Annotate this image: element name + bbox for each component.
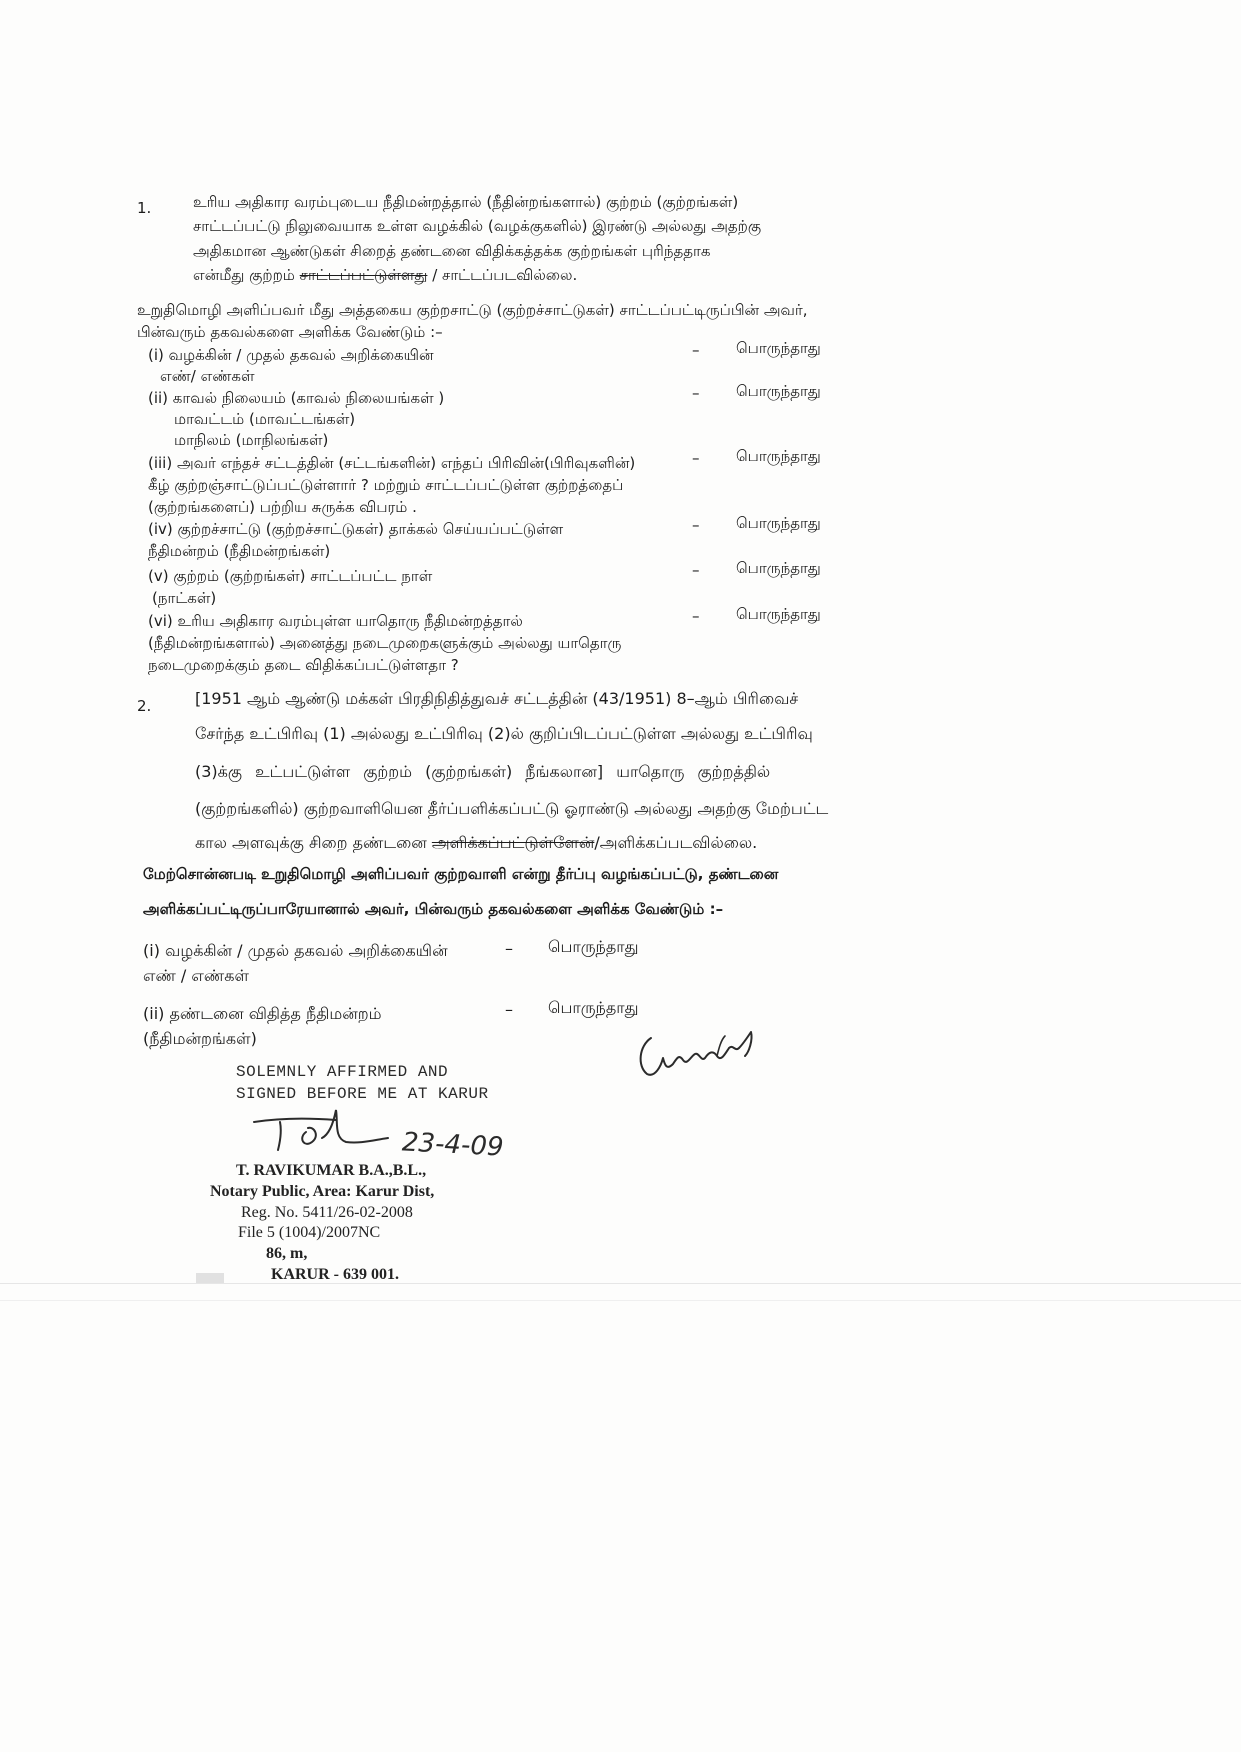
section1-line: உரிய அதிகார வரம்புடைய நீதிமன்றத்தால் (நீதின்றங்களால்) குற்றம் (குற்றங்கள்) [193,193,739,211]
section2-number: 2. [137,697,152,715]
scan-artifact-line [0,1283,1241,1284]
deponent-signature [633,1018,773,1088]
section2-intro: மேற்சொன்னபடி உறுதிமொழி அளிப்பவர் குற்றவாளி என்று தீர்ப்பு வழங்கப்பட்டு, தண்டனை [143,865,779,883]
section2-item-ii-value: பொருந்தாது [548,998,639,1017]
section1-last-prefix: என்மீது குற்றம் [193,266,295,284]
section1-item-iv-label: (iv) குற்றச்சாட்டு (குற்றச்சாட்டுகள்) தாக்கல் செய்யப்பட்டுள்ள நீதிமன்றம் (நீதிமன்றங்கள்) [148,520,564,560]
section1-intro: பின்வரும் தகவல்களை அளிக்க வேண்டும் :– [137,323,443,341]
notary-date: 23-4-09 [401,1127,505,1163]
notary-address: 86, m, [266,1245,308,1262]
notary-stamp-line1: SOLEMNLY AFFIRMED AND [236,1063,449,1081]
stamp-smudge [196,1273,224,1283]
section2-intro: அளிக்கப்பட்டிருப்பாரேயானால் அவர், பின்வரும் தகவல்களை அளிக்க வேண்டும் :– [143,900,724,918]
section2-last-line [195,833,757,852]
dash: – [692,561,700,579]
section2-item-ii-label: (ii) தண்டனை விதித்த நீதிமன்றம் (நீதிமன்றங்கள்) [143,1004,382,1048]
section2-line: சேர்ந்த உட்பிரிவு (1) அல்லது உட்பிரிவு (2)ல் குறிப்பிடப்பட்டுள்ள அல்லது உட்பிரிவு [195,724,813,743]
section1-item-vi-value: பொருந்தாது [736,605,821,623]
section2-item-i-value: பொருந்தாது [548,937,639,956]
section2-last-suffix: /அளிக்கப்படவில்லை. [594,833,758,852]
dash: – [692,607,700,625]
notary-reg: Reg. No. 5411/26-02-2008 [241,1204,413,1221]
notary-signature [250,1108,390,1168]
section1-last-line [193,266,577,285]
dash: – [505,1000,513,1019]
section2-last-prefix: கால அளவுக்கு சிறை தண்டனை [195,833,427,852]
section1-number: 1. [137,199,152,217]
notary-stamp-line2: SIGNED BEFORE ME AT KARUR [236,1085,489,1103]
notary-title: Notary Public, Area: Karur Dist, [210,1183,435,1200]
notary-file: File 5 (1004)/2007NC [238,1224,381,1241]
section1-last-suffix: / சாட்டப்படவில்லை. [432,266,578,284]
notary-name: T. RAVIKUMAR B.A.,B.L., [236,1162,427,1179]
section1-item-v-label: (v) குற்றம் (குற்றங்கள்) சாட்டப்பட்ட நாள் (நாட்கள்) [148,567,433,607]
notary-city: KARUR - 639 001. [271,1266,399,1283]
section1-item-i-value: பொருந்தாது [736,339,821,357]
dash: – [692,449,700,467]
section2-line: [1951 ஆம் ஆண்டு மக்கள் பிரதிநிதித்துவச் சட்டத்தின் (43/1951) 8–ஆம் பிரிவைச் [195,689,799,708]
section1-item-v-value: பொருந்தாது [736,559,821,577]
section1-item-i-label: (i) வழக்கின் / முதல் தகவல் அறிக்கையின் எண்/ எண்கள் [148,346,434,385]
scan-artifact-line [0,1300,1241,1301]
section1-line: சாட்டப்பட்டு நிலுவையாக உள்ள வழக்கில் (வழக்குகளில்) இரண்டு அல்லது அதற்கு [193,217,762,235]
section1-line: அதிகமான ஆண்டுகள் சிறைத் தண்டனை விதிக்கத்தக்க குற்றங்கள் புரிந்ததாக [193,242,711,260]
section1-item-iv-value: பொருந்தாது [736,514,821,532]
section1-item-iii-value: பொருந்தாது [736,447,821,465]
section1-item-ii-value: பொருந்தாது [736,382,821,400]
struck-text: சாட்டப்பட்டுள்ளது [299,266,428,284]
dash: – [692,341,700,359]
struck-text: அளிக்கப்பட்டுள்ளேன் [431,833,595,852]
section1-item-ii-label: (ii) காவல் நிலையம் (காவல் நிலையங்கள் ) மாவட்டம் (மாவட்டங்கள்) மாநிலம் (மாநிலங்கள்) [148,389,445,449]
section2-item-i-label: (i) வழக்கின் / முதல் தகவல் அறிக்கையின் எண் / எண்கள் [143,941,448,985]
dash: – [505,939,513,958]
section1-item-iii-label: (iii) அவர் எந்தச் சட்டத்தின் (சட்டங்களின்) எந்தப் பிரிவின்(பிரிவுகளின்) கீழ் குற்றஞ்சாட்டுப்பட்டுள்ளார் ? மற்றும் சாட்டப்பட்டுள்ள குற்றத்தைப் (குற்றங்களைப்) பற்றிய சுருக்க விபரம் . [148,454,636,516]
section1-item-vi-label: (vi) உரிய அதிகார வரம்புள்ள யாதொரு நீதிமன்றத்தால் (நீதிமன்றங்களால்) அனைத்து நடைமுறைகளுக்கும் அல்லது யாதொரு நடைமுறைக்கும் தடை விதிக்கப்பட்டுள்ளதா ? [148,612,622,674]
section2-line: (குற்றங்களில்) குற்றவாளியென தீர்ப்பளிக்கப்பட்டு ஓராண்டு அல்லது அதற்கு மேற்பட்ட [195,799,829,818]
dash: – [692,516,700,534]
dash: – [692,384,700,402]
section2-line: (3)க்கு உட்பட்டுள்ள குற்றம் (குற்றங்கள்) நீங்கலான] யாதொரு குற்றத்தில் [195,762,771,781]
section1-intro: உறுதிமொழி அளிப்பவர் மீது அத்தகைய குற்றசாட்டு (குற்றச்சாட்டுகள்) சாட்டப்பட்டிருப்பின் அவர், [137,301,808,319]
